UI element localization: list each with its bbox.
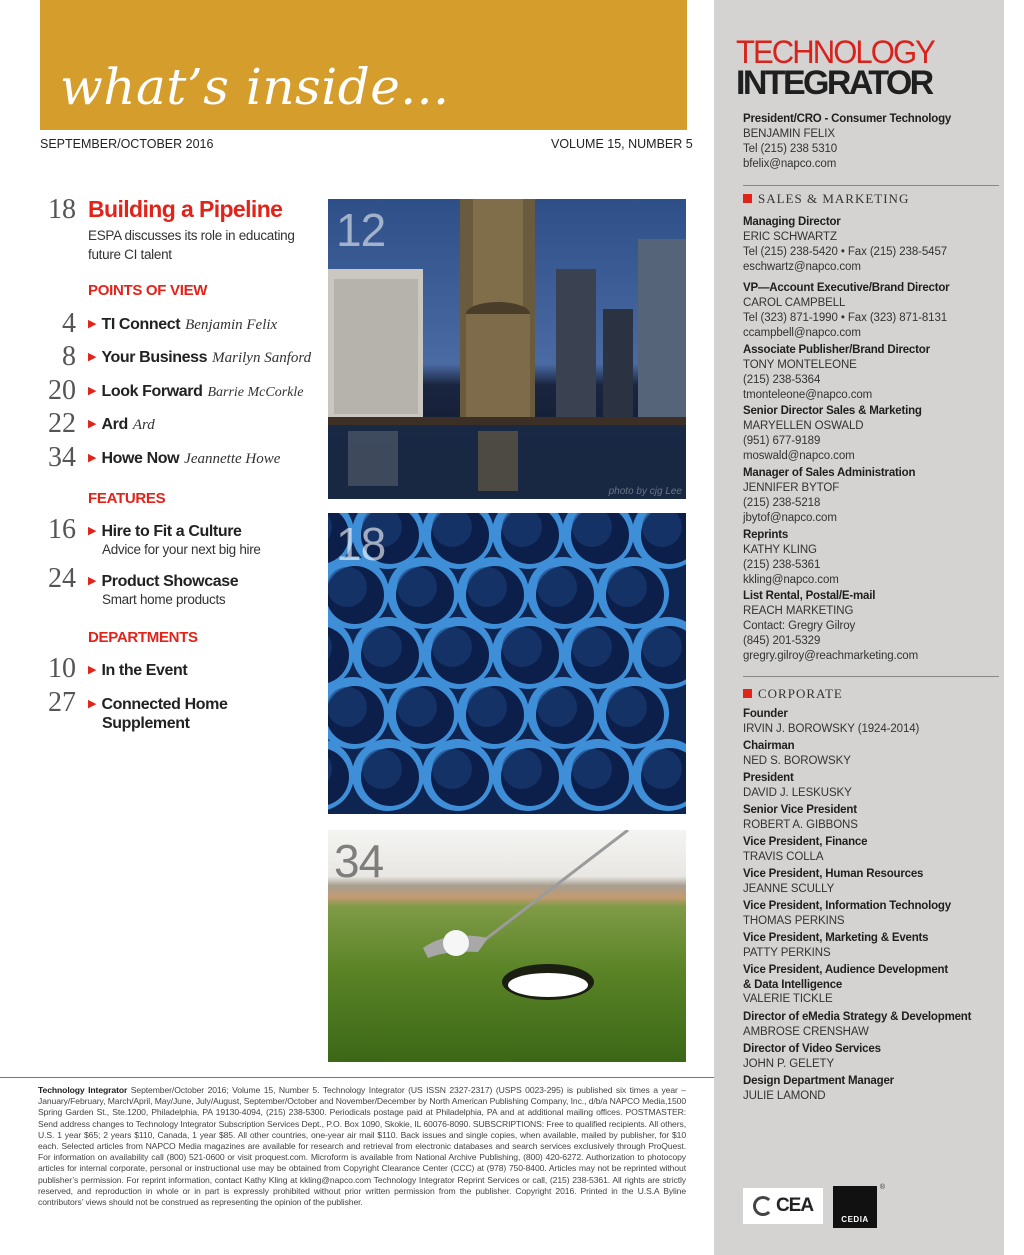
masthead-detail: AMBROSE CRENSHAW bbox=[743, 1025, 869, 1038]
masthead-role: Vice President, Marketing & Events bbox=[743, 932, 929, 944]
masthead-detail: THOMAS PERKINS bbox=[743, 914, 845, 927]
toc-item-subtitle: Smart home products bbox=[102, 592, 226, 607]
toc-item-subtitle: Advice for your next big hire bbox=[102, 542, 261, 557]
masthead-entry bbox=[743, 803, 999, 833]
photo-page-number: 12 bbox=[336, 204, 386, 256]
triangle-bullet-icon: ▶ bbox=[88, 452, 97, 464]
photo-page-number: 34 bbox=[334, 835, 384, 887]
lead-story-title[interactable]: Building a Pipeline bbox=[88, 196, 283, 222]
masthead-detail: Tel (323) 871-1990 • Fax (323) 871-8131 bbox=[743, 311, 948, 324]
masthead-role: Manager of Sales Administration bbox=[743, 467, 916, 479]
pipe-shade bbox=[537, 687, 577, 727]
masthead-sidebar bbox=[714, 0, 1004, 1255]
masthead-role: Chairman bbox=[743, 740, 795, 752]
toc-page-number: 24 bbox=[48, 563, 76, 594]
masthead-detail: (215) 238-5361 bbox=[743, 558, 821, 571]
masthead-detail: DAVID J. LESKUSKY bbox=[743, 786, 852, 799]
pipe-shade bbox=[328, 687, 367, 727]
issue-date: SEPTEMBER/OCTOBER 2016 bbox=[40, 137, 214, 151]
masthead-detail: (215) 238-5218 bbox=[743, 496, 821, 509]
triangle-bullet-icon: ▶ bbox=[88, 351, 97, 363]
pipe-shade bbox=[467, 567, 507, 607]
masthead-detail: PATTY PERKINS bbox=[743, 946, 831, 959]
masthead-detail: (951) 677-9189 bbox=[743, 434, 821, 447]
photo-page-number: 18 bbox=[336, 518, 386, 570]
pipe-shade bbox=[642, 627, 682, 667]
toc-page-number: 16 bbox=[48, 514, 76, 545]
red-square-icon bbox=[743, 689, 752, 698]
toc-page-number: 8 bbox=[62, 341, 76, 372]
toc-item-hire-to-fit[interactable]: ▶ Hire to Fit a Culture bbox=[88, 523, 242, 540]
pipe-shade bbox=[607, 567, 647, 607]
publication-statement: Technology Integrator September/October 2016; Volume 15, Number 5. Technology Integrator (US ISSN 2327-2317) (USPS 0023-295) is published six times a year – January/February, March/April, May/June, July/August, September/October and November/December by North American Publishing Company, Inc., d/b/a NAPCO Media,1500 Spring Garden St., Ste.1200, Philadelphia, PA 19130-4094, (215) 238-5300. Periodicals postage paid at Philadelphia, PA and at additional mailing offices. POSTMASTER: Send address changes to Technology Integrator Subscription Services Dept., P.O. Box 1090, Skokie, IL 60076-8090. SUBSCRIPTIONS: Free to qualified recipients. All others, U.S. 1 year $65; 2 years $110, Canada, 1 year $85. All other countries, one-year air mail $110. Back issues and single copies, when available, mailed by publisher, for $10 each. Selected articles from NAPCO Media magazines are available for research and retrieval from electronic databases and search services exclusively through ProQuest. For information on availability call (800) 521-0600 or visit proquest.com. Microform is available from National Archive Publishing, (800) 420-6272. Authorization to photocopy articles for internal corporate, personal or instructional use may be obtained from Copyright Clearance Center (CCC) at (978) 750-8400. Articles may not be reprinted without publisher’s permission. For reprint information, contact Kathy Kling at kkling@napco.com Technology Integrator Reprint Services or call, (215) 238-5361. All rights are strictly reserved, and reproduction in whole or in part is expressly prohibited without prior written permission from the publisher. Copyright 2016. Printed in the U.S.A Byline contributors’ views should not be construed as representing the opinion of the publisher. bbox=[38, 1085, 686, 1208]
section-heading-points-of-view: POINTS OF VIEW bbox=[88, 282, 208, 299]
lead-story-page: 18 bbox=[48, 194, 76, 225]
masthead-entry bbox=[743, 771, 999, 801]
toc-page-number: 10 bbox=[48, 653, 76, 684]
masthead-detail: JEANNE SCULLY bbox=[743, 882, 835, 895]
masthead-role: VP—Account Executive/Brand Director bbox=[743, 282, 950, 294]
toc-item-product-showcase[interactable]: ▶ Product Showcase bbox=[88, 573, 239, 590]
toc-item-ard[interactable]: ▶ Ard Ard bbox=[88, 416, 155, 433]
photo-golf[interactable] bbox=[328, 830, 686, 1062]
email-link[interactable]: gregry.gilroy@reachmarketing.com bbox=[743, 649, 919, 662]
page-title: what’s inside... bbox=[60, 58, 450, 116]
pipe-shade bbox=[537, 567, 577, 607]
sidebar-divider bbox=[743, 185, 999, 186]
masthead-entry bbox=[743, 867, 999, 897]
masthead-detail: REACH MARKETING bbox=[743, 604, 854, 617]
logo-technology: TECHNOLOGY bbox=[736, 34, 934, 70]
masthead-role: & Data Intelligence bbox=[743, 978, 843, 991]
masthead-detail: CAROL CAMPBELL bbox=[743, 296, 846, 309]
toc-item-in-the-event[interactable]: ▶ In the Event bbox=[88, 662, 188, 679]
masthead-entry bbox=[743, 1074, 999, 1104]
masthead-entry bbox=[743, 739, 999, 769]
logo-integrator: INTEGRATOR bbox=[736, 64, 932, 102]
masthead-role: Senior Director Sales & Marketing bbox=[743, 405, 922, 417]
masthead-role: Vice President, Human Resources bbox=[743, 868, 924, 880]
masthead-president: President/CRO - Consumer Technology BENJAMIN FELIX Tel (215) 238 5310 bfelix@napco.com bbox=[743, 113, 952, 170]
masthead-entry bbox=[743, 899, 999, 929]
email-link[interactable]: kkling@napco.com bbox=[743, 573, 839, 586]
pipe-shade bbox=[362, 749, 402, 789]
masthead-role: Vice President, Finance bbox=[743, 836, 868, 848]
triangle-bullet-icon: ▶ bbox=[88, 418, 97, 430]
red-square-icon bbox=[743, 194, 752, 203]
pipe-shade bbox=[607, 687, 647, 727]
sidebar-heading-sales: SALES & MARKETING bbox=[743, 191, 909, 207]
masthead-role: Director of Video Services bbox=[743, 1043, 881, 1055]
masthead-entry bbox=[743, 835, 999, 865]
email-link[interactable]: tmonteleone@napco.com bbox=[743, 388, 873, 401]
cea-ring-icon bbox=[753, 1196, 773, 1216]
masthead-role: List Rental, Postal/E-mail bbox=[743, 590, 876, 602]
toc-page-number: 20 bbox=[48, 375, 76, 406]
toc-item-connected-home[interactable]: ▶ Connected Home bbox=[88, 696, 228, 713]
masthead-entry bbox=[743, 1042, 999, 1072]
masthead-entry bbox=[743, 343, 999, 403]
toc-item-look-forward[interactable]: ▶ Look Forward Barrie McCorkle bbox=[88, 383, 304, 400]
masthead-detail: (215) 238-5364 bbox=[743, 373, 821, 386]
pipe-shade bbox=[397, 687, 437, 727]
toc-item-howe-now[interactable]: ▶ Howe Now Jeannette Howe bbox=[88, 450, 281, 467]
toc-page-number: 27 bbox=[48, 687, 76, 718]
email-link[interactable]: moswald@napco.com bbox=[743, 449, 855, 462]
masthead-role: Founder bbox=[743, 708, 788, 720]
pipe-shade bbox=[642, 749, 682, 789]
section-heading-features: FEATURES bbox=[88, 490, 166, 507]
masthead-detail: KATHY KLING bbox=[743, 543, 817, 556]
masthead-role: Senior Vice President bbox=[743, 804, 857, 816]
masthead-role: Reprints bbox=[743, 529, 789, 541]
lead-story-desc: ESPA discusses its role in educating future CI talent bbox=[88, 228, 295, 262]
masthead-detail: (845) 201-5329 bbox=[743, 634, 821, 647]
masthead-detail: VALERIE TICKLE bbox=[743, 993, 833, 1005]
email-link[interactable]: jbytof@napco.com bbox=[743, 511, 837, 524]
masthead-role: Vice President, Information Technology bbox=[743, 900, 951, 912]
pipe-shade bbox=[362, 627, 402, 667]
masthead-detail: JULIE LAMOND bbox=[743, 1089, 826, 1102]
pipe-shade bbox=[328, 567, 367, 607]
section-heading-departments: DEPARTMENTS bbox=[88, 629, 198, 646]
masthead-role: Managing Director bbox=[743, 216, 841, 228]
masthead-entry bbox=[743, 707, 999, 737]
masthead-entry bbox=[743, 931, 999, 961]
masthead-entry bbox=[743, 281, 999, 341]
masthead-detail: NED S. BOROWSKY bbox=[743, 754, 851, 767]
masthead-detail: ROBERT A. GIBBONS bbox=[743, 818, 858, 831]
toc-page-number: 22 bbox=[48, 408, 76, 439]
toc-item-connected-home-line2[interactable]: Supplement bbox=[102, 715, 190, 732]
cedia-logo: CEDIA ® bbox=[833, 1186, 877, 1228]
triangle-bullet-icon: ▶ bbox=[88, 664, 97, 676]
masthead-detail: JOHN P. GELETY bbox=[743, 1057, 835, 1070]
masthead-detail: JENNIFER BYTOF bbox=[743, 481, 840, 494]
masthead-entry bbox=[743, 589, 999, 664]
toc-page-number: 34 bbox=[48, 442, 76, 473]
masthead-detail: MARYELLEN OSWALD bbox=[743, 419, 864, 432]
pipe-shade bbox=[572, 749, 612, 789]
pipe-shade bbox=[502, 627, 542, 667]
pipe-shade bbox=[432, 627, 472, 667]
masthead-detail: Tel (215) 238-5420 • Fax (215) 238-5457 bbox=[743, 245, 948, 258]
cea-logo: CEA bbox=[743, 1188, 823, 1224]
photo-blue-pipes[interactable] bbox=[328, 513, 686, 814]
pipe-shade bbox=[467, 687, 507, 727]
masthead-entry bbox=[743, 215, 999, 275]
toc-item-your-business[interactable]: ▶ Your Business Marilyn Sanford bbox=[88, 349, 312, 366]
masthead-detail: TONY MONTELEONE bbox=[743, 358, 857, 371]
photo-credit: photo by cjg Lee bbox=[608, 486, 682, 497]
pipe-shade bbox=[502, 749, 542, 789]
masthead-role: Design Department Manager bbox=[743, 1075, 894, 1087]
sidebar-heading-corporate: CORPORATE bbox=[743, 686, 843, 702]
photo-city-skyline[interactable] bbox=[328, 199, 686, 499]
masthead-entry bbox=[743, 963, 999, 1007]
masthead-entry bbox=[743, 404, 999, 464]
masthead-role: Associate Publisher/Brand Director bbox=[743, 344, 930, 356]
masthead-detail: Contact: Gregry Gilroy bbox=[743, 619, 856, 632]
table-of-contents bbox=[0, 0, 325, 760]
pipe-shade bbox=[432, 749, 472, 789]
toc-item-ti-connect[interactable]: ▶ TI Connect Benjamin Felix bbox=[88, 316, 278, 333]
pipe-shade bbox=[397, 567, 437, 607]
triangle-bullet-icon: ▶ bbox=[88, 318, 97, 330]
masthead-entry bbox=[743, 1010, 999, 1040]
pipe-shade bbox=[572, 627, 612, 667]
issue-volume: VOLUME 15, NUMBER 5 bbox=[551, 137, 693, 151]
triangle-bullet-icon: ▶ bbox=[88, 698, 97, 710]
masthead-detail: ERIC SCHWARTZ bbox=[743, 230, 837, 243]
email-link[interactable]: ccampbell@napco.com bbox=[743, 326, 861, 339]
masthead-role: Director of eMedia Strategy & Development bbox=[743, 1011, 972, 1023]
masthead-detail: TRAVIS COLLA bbox=[743, 850, 824, 863]
triangle-bullet-icon: ▶ bbox=[88, 525, 97, 537]
masthead-role: Vice President, Audience Development bbox=[743, 964, 948, 976]
footer-divider bbox=[0, 1077, 714, 1078]
triangle-bullet-icon: ▶ bbox=[88, 385, 97, 397]
toc-page-number: 4 bbox=[62, 308, 76, 339]
masthead-role: President bbox=[743, 772, 794, 784]
masthead-detail: IRVIN J. BOROWSKY (1924-2014) bbox=[743, 722, 920, 735]
sidebar-divider bbox=[743, 676, 999, 677]
masthead-entry bbox=[743, 466, 999, 526]
triangle-bullet-icon: ▶ bbox=[88, 575, 97, 587]
masthead-entry bbox=[743, 528, 999, 588]
email-link[interactable]: eschwartz@napco.com bbox=[743, 260, 861, 273]
